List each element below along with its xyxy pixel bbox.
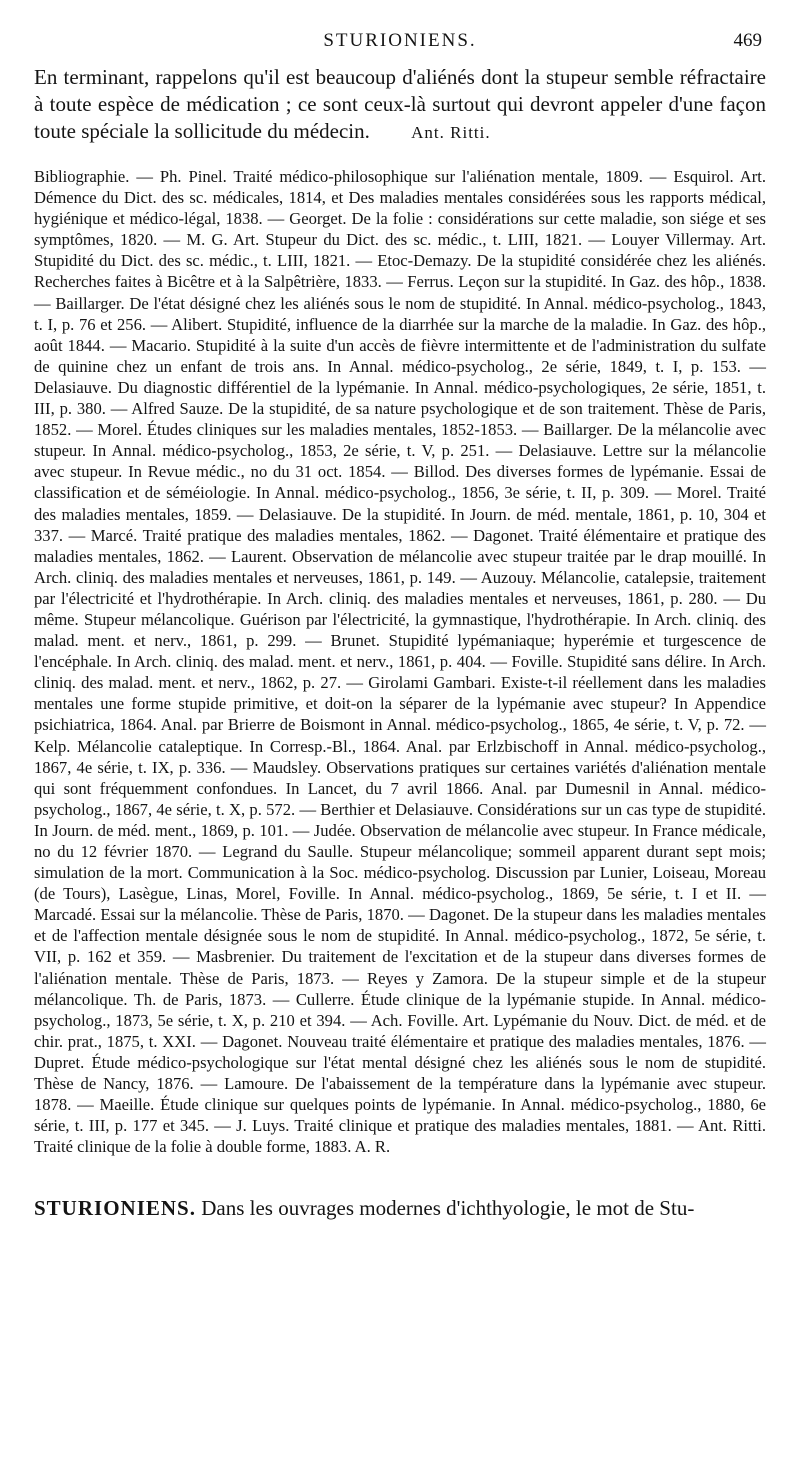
next-entry-text: Dans les ouvrages modernes d'ichthyologie, le mot de Stu- xyxy=(201,1196,695,1221)
running-head: STURIONIENS. xyxy=(323,30,477,51)
bibliography-text: Bibliographie. — Ph. Pinel. Traité médico-philosophique sur l'aliénation mentale, 1809. — Esquirol. Art. Démence du Dict. des sc. médicales, 1814, et Des maladies mentales considérées sous les rapports médical, hygiénique et médico-légal, 1838. — Georget. De la folie : considérations sur cette maladie, son siége et ses symptômes, 1820. — M. G. Art. Stupeur du Dict. des sc. médic., t. LIII, 1821. — Louyer Villermay. Art. Stupidité du Dict. des sc. médic., t. LIII, 1821. — Etoc-Demazy. De la stupidité considérée chez les aliénés. Recherches faites à Bicêtre et à la Salpêtrière, 1833. — Ferrus. Leçon sur la stupidité. In Gaz. des hôp., 1838. — Baillarger. De l'état désigné chez les aliénés sous le nom de stupidité. In Annal. médico-psycholog., 1843, t. I, p. 76 et 256. — Alibert. Stupidité, influence de la diarrhée sur la marche de la maladie. In Gaz. des hôp., août 1844. — Macario. Stupidité à la suite d'un accès de fièvre intermittente et de l'administration du sulfate de quinine chez un enfant de trois ans. In Annal. médico-psycholog., 2e série, 1849, t. I, p. 153. — Delasiauve. Du diagnostic différentiel de la lypémanie. In Annal. médico-psychologiques, 2e série, 1851, t. III, p. 380. — Alfred Sauze. De la stupidité, de sa nature psychologique et de son traitement. Thèse de Paris, 1852. — Morel. Études cliniques sur les maladies mentales, 1852-1853. — Baillarger. De la mélancolie avec stupeur. In Annal. médico-psycholog., 1853, 2e série, t. V, p. 251. — Delasiauve. Lettre sur la mélancolie avec stupeur. In Revue médic., no du 31 oct. 1854. — Billod. Des diverses formes de lypémanie. Essai de classification et de séméiologie. In Annal. médico-psycholog., 1856, 3e série, t. II, p. 309. — Morel. Traité des maladies mentales, 1859. — Delasiauve. De la stupidité. In Journ. de méd. mentale, 1861, p. 10, 304 et 337. — Marcé. Traité pratique des maladies mentales, 1862. — Dagonet. Traité élémentaire et pratique des maladies mentales, 1862. — Laurent. Observation de mélancolie avec stupeur traitée par le drap mouillé. In Arch. cliniq. des maladies mentales et nerveuses, 1861, p. 149. — Auzouy. Mélancolie, catalepsie, traitement par l'électricité et l'hydrothérapie. In Arch. cliniq. des maladies mentales et nerveuses, 1861, p. 280. — Du même. Stupeur mélancolique. Guérison par l'électricité, la gymnastique, l'hydrothérapie. In Arch. cliniq. des malad. ment. et nerv., 1861, p. 299. — Brunet. Stupidité lypémaniaque; hyperémie et turgescence de l'encéphale. In Arch. cliniq. des malad. ment. et nerv., 1861, p. 404. — Foville. Stupidité sans délire. In Arch. cliniq. des malad. ment. et nerv., 1862, p. 27. — Girolami Gambari. Existe-t-il réellement dans les maladies mentales une forme stupide primitive, et doit-on la séparer de la lypémanie avec stupeur? In Appendice psichiatrica, 1864. Anal. par Brierre de Boismont in Annal. médico-psycholog., 1865, 4e série, t. V, p. 72. — Kelp. Mélancolie cataleptique. In Corresp.-Bl., 1864. Anal. par Erlzbischoff in Annal. médico-psycholog., 1867, 4e série, t. IX, p. 336. — Maudsley. Observations pratiques sur certaines variétés d'aliénation mentale qui sont fréquemment confondues. In Lancet, du 7 avril 1866. Anal. par Dumesnil in Annal. médico-psycholog., 1867, 4e série, t. X, p. 572. — Berthier et Delasiauve. Considérations sur un cas type de stupidité. In Journ. de méd. ment., 1869, p. 101. — Judée. Observation de mélancolie avec stupeur. In France médicale, no du 12 février 1870. — Legrand du Saulle. Stupeur mélancolique; sommeil apparent durant sept mois; simulation de la mort. Communication à la Soc. médico-psycholog. Discussion par Lunier, Loiseau, Moreau (de Tours), Lasègue, Linas, Morel, Foville. In Annal. médico-psycholog., 1869, 5e série, t. I et II. — Marcadé. Essai sur la mélancolie. Thèse de Paris, 1870. — Dagonet. De la stupeur dans les maladies mentales et de l'affection mentale désignée sous le nom de stupidité. In Annal. médico-psycholog., 1872, 5e série, t. VII, p. 162 et 359. — Masbrenier. Du traitement de l'excitation et de la stupeur dans diverses formes de l'aliénation mentale. Thèse de Paris, 1873. — Reyes y Zamora. De la stupeur simple et de la stupeur mélancolique. Th. de Paris, 1873. — Cullerre. Étude clinique de la lypémanie stupide. In Annal. médico-psycholog., 1873, 5e série, t. X, p. 210 et 394. — Ach. Foville. Art. Lypémanie du Nouv. Dict. de méd. et de chir. prat., 1875, t. XXI. — Dagonet. Nouveau traité élémentaire et pratique des maladies mentales, 1876. — Dupret. Étude médico-psychologique sur l'état mental désigné chez les aliénés sous le nom de stupidité. Thèse de Nancy, 1876. — Lamoure. De l'abaissement de la température dans la lypémanie avec stupeur. 1878. — Maeille. Étude clinique sur quelques points de lypémanie. In Annal. médico-psycholog., 1880, 6e série, t. III, p. 177 et 345. — J. Luys. Traité clinique et pratique des maladies mentales, 1881. — Ant. Ritti. Traité clinique de la folie à double forme, 1883. xyxy=(34,167,766,1157)
page-number: 469 xyxy=(733,30,762,51)
intro-paragraph xyxy=(34,64,766,146)
intro-text: En terminant, rappelons qu'il est beaucoup d'aliénés dont la stupeur semble réfractaire à toute espèce de médication ; ce sont ceux-là surtout qui devront appeler d'une façon toute spéciale la sollicitude du médecin. xyxy=(34,65,766,143)
intro-signature: Ant. Ritti. xyxy=(411,123,491,142)
next-entry-headword: STURIONIENS. xyxy=(34,1196,196,1221)
next-entry-paragraph xyxy=(34,1195,766,1222)
bibliography-paragraph xyxy=(34,166,766,1157)
bibliography-signature: A. R. xyxy=(354,1137,391,1157)
page-header xyxy=(34,28,766,60)
